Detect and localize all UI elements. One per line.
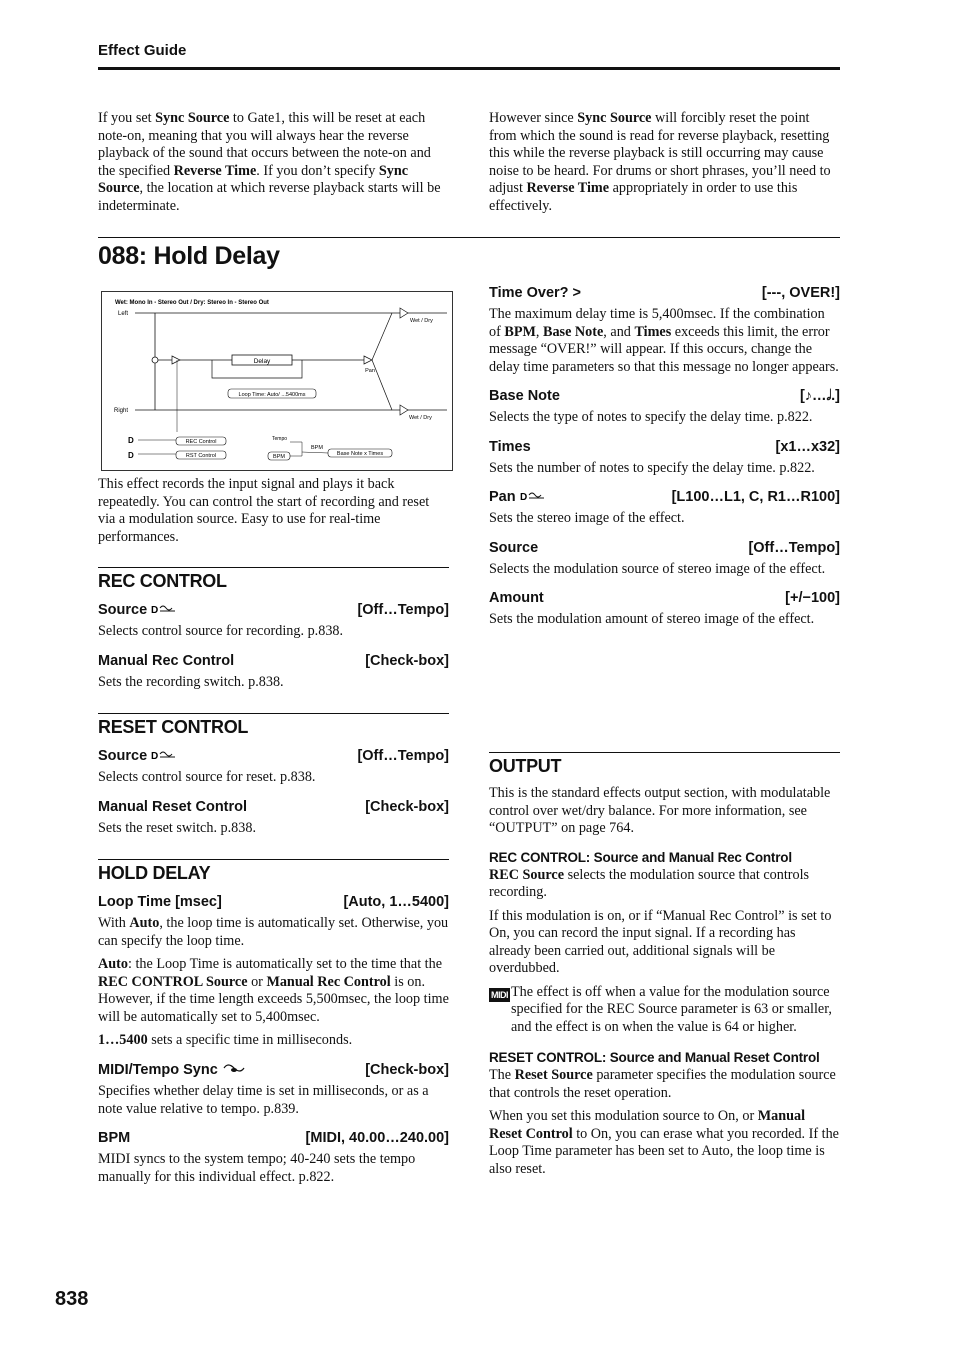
param-name: Pan D	[489, 489, 546, 505]
param-block	[489, 540, 840, 579]
wet-dry-label-2: Wet / Dry	[409, 415, 432, 421]
svg-text:D: D	[519, 492, 527, 502]
tempo-label: Tempo	[272, 436, 288, 442]
param-block	[98, 653, 449, 692]
section	[98, 567, 449, 691]
param-name: BPM	[98, 1130, 131, 1147]
rec-control-box: REC Control	[185, 439, 217, 445]
page-number: 838	[55, 1288, 89, 1310]
base-note-box: Base Note x Times	[336, 451, 384, 457]
param-range: [♪…𝅗𝅥.]	[799, 388, 840, 404]
output-text: This is the standard effects output section, with modulatable control over wet/dry balance. For more information, see “OUTPUT” on page 764.	[489, 785, 831, 836]
section	[98, 859, 449, 1186]
intro-left: If you set Sync Source to Gate1, this will be reset at each note-on, meaning that you will always hear the reverse playback of the sound that occurs between the note-on and the specified Reverse Time. If you don’t specify Sync Source, the location at which reverse playback starts will be indeterminate.	[98, 110, 441, 214]
modulation-icon	[151, 602, 177, 618]
param-header	[489, 590, 840, 606]
param-header	[489, 388, 840, 404]
midi-badge: MIDI	[491, 989, 508, 1000]
output-section	[489, 752, 840, 1178]
param-block	[98, 894, 449, 1050]
param-description: Sets the number of notes to specify the delay time. p.822.	[489, 459, 815, 476]
svg-text:D: D	[128, 436, 134, 445]
param-description: Selects control source for reset. p.838.	[98, 769, 316, 786]
param-range: [Off…Tempo]	[357, 602, 449, 618]
param-range: [L100…L1, C, R1…R100]	[671, 489, 840, 505]
param-header	[98, 894, 449, 910]
param-name: Time Over? >	[489, 285, 582, 301]
modulation-icon	[151, 748, 177, 764]
delay-block-label: Delay	[253, 358, 271, 365]
param-description: 1…5400 sets a specific time in milliseconds.	[98, 1032, 353, 1049]
param-block	[489, 388, 840, 427]
param-name: MIDI/Tempo Sync	[98, 1062, 246, 1078]
block-diagram	[101, 291, 453, 471]
param-range: [Auto, 1…5400]	[343, 894, 449, 911]
param-range: [Check-box]	[365, 798, 449, 815]
svg-text:D: D	[151, 605, 159, 615]
param-block	[98, 748, 449, 787]
svg-text:D: D	[128, 451, 134, 460]
param-name: Loop Time [msec]	[98, 894, 222, 911]
effect-description: This effect records the input signal and plays it back repeatedly. You can control the start of recording and reset via a modulation source. Easy to use for real-time performances.	[98, 476, 430, 545]
right-params	[489, 285, 840, 629]
rst-p1: The Reset Source parameter specifies the modulation source that controls the reset operation.	[489, 1067, 836, 1101]
param-header	[489, 489, 840, 505]
param-description: Auto: the Loop Time is automatically set to the time that the REC CONTROL Source or Manual Rec Control is on. However, if the time length exceeds 5,500msec, the loop time will be automatically set to 5,400msec.	[98, 956, 449, 1025]
param-range: [MIDI, 40.00…240.00]	[305, 1130, 449, 1147]
output-title: OUTPUT	[489, 756, 562, 776]
param-description: Selects the type of notes to specify the delay time. p.822.	[489, 409, 813, 425]
param-description: Sets the stereo image of the effect.	[489, 510, 685, 527]
pan-label: Pan	[365, 368, 375, 374]
param-header	[98, 1062, 449, 1078]
rst-sub-title: RESET CONTROL: Source and Manual Reset Control	[489, 1050, 820, 1065]
midi-note-text: The effect is off when a value for the modulation source specified for the REC Source parameter is 63 or smaller, and the effect is on when the value is 64 or higher.	[511, 983, 832, 1035]
param-name: Source D	[98, 748, 177, 764]
param-description: MIDI syncs to the system tempo; 40-240 sets the tempo manually for this individual effect. p.822.	[98, 1151, 416, 1185]
loop-time-label: Loop Time: Auto/ ...5400ms	[238, 392, 306, 398]
param-block	[489, 489, 840, 528]
param-header	[489, 540, 840, 556]
param-description: Specifies whether delay time is set in milliseconds, or as a note value relative to tempo. p.839.	[98, 1083, 429, 1117]
section-title: HOLD DELAY	[98, 863, 211, 884]
section	[98, 713, 449, 837]
param-block	[489, 439, 840, 478]
param-header	[98, 602, 449, 618]
bpm-box: BPM	[273, 454, 285, 460]
section-rule	[98, 567, 449, 568]
title-rule	[98, 237, 840, 238]
param-name: Manual Rec Control	[98, 652, 235, 669]
tempo-sync-icon	[222, 1062, 246, 1078]
midi-note	[489, 984, 840, 1037]
param-block	[98, 1130, 449, 1186]
param-range: [x1…x32]	[775, 438, 840, 455]
param-name: Base Note	[489, 388, 560, 404]
param-header	[98, 799, 449, 815]
param-description: Selects control source for recording. p.838.	[98, 623, 344, 640]
page-title: 088: Hold Delay	[98, 242, 280, 270]
param-range: [Check-box]	[365, 1061, 449, 1078]
section-rule	[98, 713, 449, 714]
param-header	[489, 285, 840, 301]
modulation-icon	[520, 489, 546, 505]
param-name: Times	[489, 438, 531, 455]
param-name: Source	[489, 539, 539, 556]
param-block	[98, 1062, 449, 1118]
rec-sub-title: REC CONTROL: Source and Manual Rec Control	[489, 849, 792, 865]
rec-p1: REC Source selects the modulation source that controls recording.	[489, 866, 810, 900]
param-header	[98, 1130, 449, 1146]
param-range: [Off…Tempo]	[748, 539, 840, 556]
left-sections	[98, 567, 449, 1186]
param-range: [Check-box]	[365, 652, 449, 669]
param-range: [---, OVER!]	[761, 285, 840, 301]
param-description: With Auto, the loop time is automatically set. Otherwise, you can specify the loop time.	[98, 915, 449, 949]
section-rule	[98, 859, 449, 860]
rst-p2: When you set this modulation source to On, or Manual Reset Control to On, you can erase what you recorded. If the Loop Time parameter has been set to Auto, the loop time is also reset.	[489, 1108, 839, 1177]
bpm-label: BPM	[311, 445, 323, 451]
param-name: Source D	[98, 602, 177, 618]
output-rule	[489, 752, 840, 753]
section-title: REC CONTROL	[98, 571, 227, 591]
param-range: [Off…Tempo]	[357, 748, 449, 765]
param-name: Manual Reset Control	[98, 798, 248, 815]
param-description: Sets the reset switch. p.838.	[98, 819, 257, 836]
intro-right: However since Sync Source will forcibly reset the point from which the sound is read for reverse playback, resetting this while the reverse playback is still occurring may cause noise to be heard. For drums or short phrases, you’ll need to adjust Reverse Time appropriately in order to use this effectively.	[489, 110, 831, 214]
svg-text:D: D	[151, 751, 159, 761]
param-range: [+/−100]	[785, 590, 840, 607]
param-header	[98, 653, 449, 669]
diagram-caption: Wet: Mono In - Stereo Out / Dry: Stereo In - Stereo Out	[115, 300, 269, 306]
diagram-right-label: Right	[114, 408, 129, 414]
param-block	[98, 799, 449, 838]
param-block	[98, 602, 449, 641]
param-description: Sets the modulation amount of stereo image of the effect.	[489, 611, 815, 628]
running-header: Effect Guide	[98, 42, 187, 59]
wet-dry-label-1: Wet / Dry	[410, 318, 433, 324]
section-title: RESET CONTROL	[98, 717, 249, 738]
param-description: The maximum delay time is 5,400msec. If the combination of BPM, Base Note, and Times exceeds this limit, the error message “OVER!” will appear. If this occurs, change the delay time parameters so that this message no longer appears.	[489, 306, 839, 375]
rst-control-box: RST Control	[185, 453, 217, 459]
param-description: Selects the modulation source of stereo image of the effect.	[489, 560, 826, 577]
rec-p2: If this modulation is on, or if “Manual Rec Control” is set to On, you can record the input signal. If a recording has already been carried out, additional signals will be overdubbed.	[489, 907, 832, 976]
diagram-left-label: Left	[118, 311, 129, 317]
param-header	[489, 439, 840, 455]
param-header	[98, 748, 449, 764]
param-description: Sets the recording switch. p.838.	[98, 673, 284, 690]
header-rule	[98, 67, 840, 70]
param-block	[489, 285, 840, 376]
param-block	[489, 590, 840, 629]
param-name: Amount	[489, 590, 544, 607]
